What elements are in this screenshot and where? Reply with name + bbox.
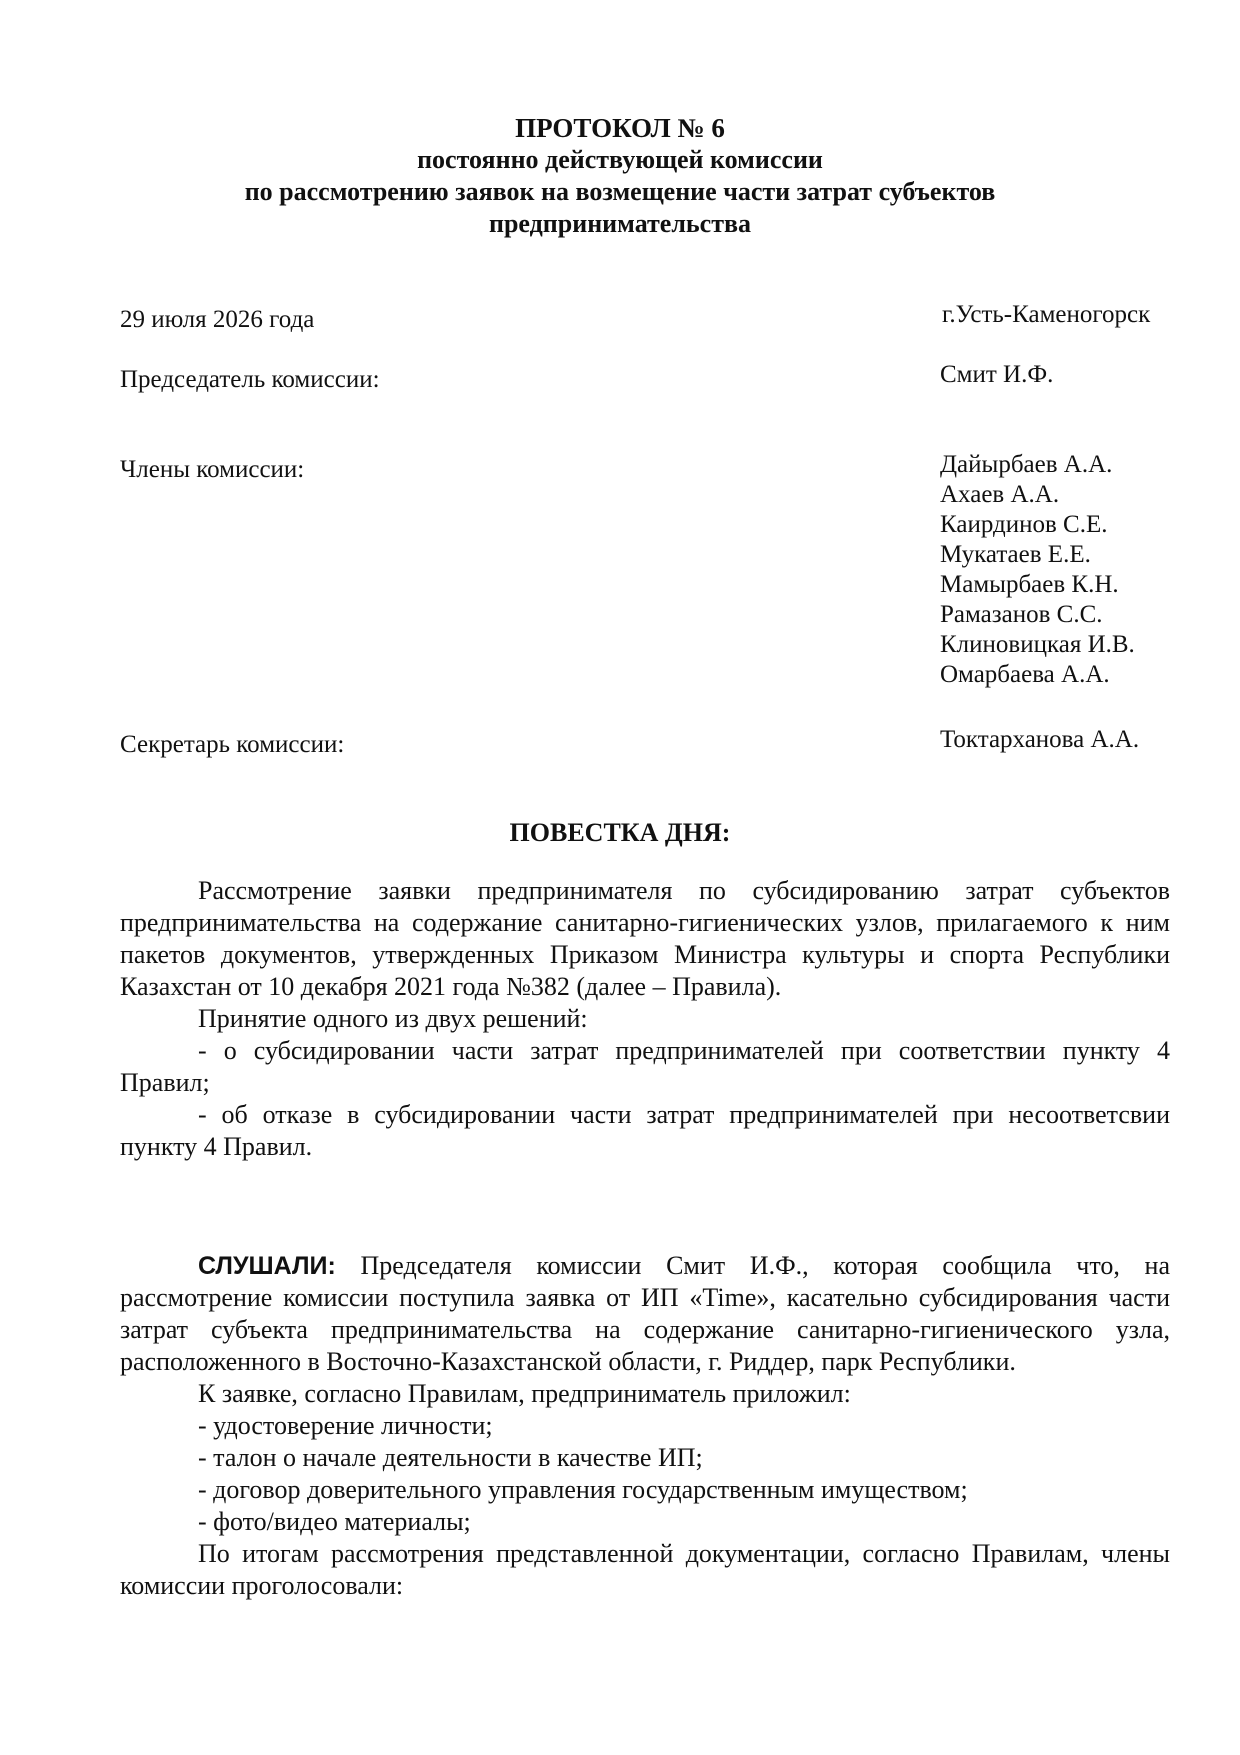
- heard-label: СЛУШАЛИ:: [198, 1252, 336, 1280]
- heard-paragraph: [120, 1250, 1170, 1378]
- document-subtitle-line-2: по рассмотрению заявок на возмещение части затрат субъектов: [244, 177, 996, 206]
- document-header: [0, 112, 1240, 240]
- document-city: г.Усть-Каменогорск: [942, 301, 1151, 328]
- chair-label: Председатель комиссии:: [120, 366, 380, 393]
- members-label: Члены комиссии:: [120, 456, 305, 483]
- secretary-name: Токтарханова А.А.: [940, 726, 1140, 753]
- agenda-option: - о субсидировании части затрат предпринимателей при соответствии пункту 4 Правил;: [120, 1036, 1170, 1097]
- attached-item: - фото/видео материалы;: [198, 1507, 471, 1536]
- member-name: Рамазанов С.С.: [940, 601, 1103, 628]
- agenda-paragraph: Рассмотрение заявки предпринимателя по субсидированию затрат субъектов предпринимательства на содержание санитарно-гигиенических узлов, прилагаемого к ним пакетов документов, утвержденных Приказом Министра культуры и спорта Республики Казахстан от 10 декабря 2021 года №382 (далее – Правила).: [120, 876, 1170, 1001]
- member-name: Каирдинов С.Е.: [940, 511, 1108, 538]
- document-subtitle-line-3: предпринимательства: [488, 209, 752, 238]
- heard-section: [120, 1250, 1170, 1602]
- document-subtitle-line-1: постоянно действующей комиссии: [417, 145, 823, 174]
- member-name: Дайырбаев А.А.: [940, 451, 1113, 478]
- chair-name: Смит И.Ф.: [940, 361, 1054, 388]
- member-name: Ахаев А.А.: [940, 481, 1060, 508]
- attached-item: - договор доверительного управления государственным имуществом;: [198, 1475, 968, 1504]
- member-name: Мамырбаев К.Н.: [940, 571, 1119, 598]
- agenda-title: ПОВЕСТКА ДНЯ:: [509, 818, 731, 847]
- agenda-option: - об отказе в субсидировании части затрат предпринимателей при несоответсвии пункту 4 Правил.: [120, 1100, 1170, 1161]
- agenda-body: [120, 875, 1170, 1163]
- conclusion-paragraph: По итогам рассмотрения представленной документации, согласно Правилам, члены комиссии проголосовали:: [120, 1539, 1170, 1600]
- attached-item: - талон о начале деятельности в качестве ИП;: [198, 1443, 703, 1472]
- secretary-label: Секретарь комиссии:: [120, 731, 345, 758]
- member-name: Омарбаева А.А.: [940, 661, 1110, 688]
- attached-item: - удостоверение личности;: [198, 1411, 493, 1440]
- members-list: [940, 450, 1135, 690]
- member-name: Мукатаев Е.Е.: [940, 541, 1091, 568]
- heard-text: Председателя комиссии Смит И.Ф., которая сообщила что, на рассмотрение комиссии поступила заявка от ИП «Time», касательно субсидирования части затрат субъекта предпринимательства на содержание санитарно-гигиенического узла, расположенного в Восточно-Казахстанской области, г. Риддер, парк Республики.: [120, 1251, 1170, 1376]
- agenda-paragraph: Принятие одного из двух решений:: [198, 1004, 588, 1033]
- document-title: ПРОТОКОЛ № 6: [515, 113, 725, 143]
- member-name: Клиновицкая И.В.: [940, 631, 1135, 658]
- document-date: 29 июля 2026 года: [120, 306, 315, 333]
- attached-intro: К заявке, согласно Правилам, предприниматель приложил:: [198, 1379, 851, 1408]
